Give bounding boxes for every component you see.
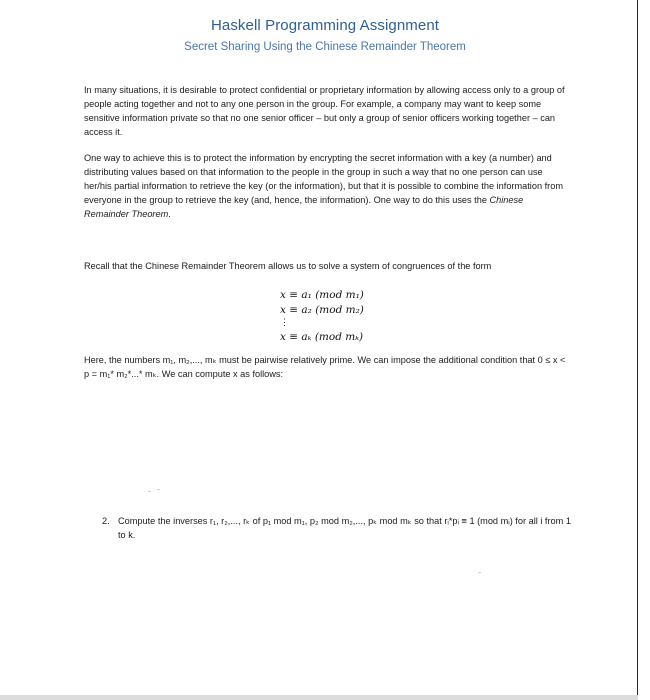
theorem-name: Chinese Remainder Theorem [84, 195, 524, 219]
page-right-border [637, 0, 638, 700]
step-2-text: Compute the inverses r₁, r₂,..., rₖ of p₁ mod m₁, p₂ mod m₂,..., pₖ mod mₖ so that rᵢ*pᵢ ≡ 1 (mod mᵢ) for all i from 1 to k. [118, 516, 571, 540]
method-text: One way to achieve this is to protect the information by encrypting the secret information with a key (a number) and distributing values based on that information to the people in the group in such a way that no one person can use her/his partial information to retrieve the key (or the information), but that it is possible to combine the information from everyone in the group to retrieve the key (and, hence, the information). One way to do this uses the [84, 153, 563, 205]
document-subtitle: Secret Sharing Using the Chinese Remainder Theorem [184, 41, 466, 53]
scan-artifact [157, 489, 160, 490]
page-bottom-edge [0, 695, 638, 700]
congruence-k: x ≡ aₖ (mod mₖ) [280, 331, 364, 343]
recall-paragraph: Recall that the Chinese Remainder Theorem allows us to solve a system of congruences of the form [84, 261, 492, 271]
method-paragraph [84, 151, 570, 221]
congruence-2: x ≡ a₂ (mod m₂) [280, 304, 364, 316]
congruence-ellipsis: ⋮ [280, 318, 289, 328]
document-title: Haskell Programming Assignment [210, 17, 440, 34]
condition-paragraph: Here, the numbers m₁, m₂,..., mₖ must be pairwise relatively prime. We can impose the additional condition that 0 ≤ x < p = m₁* m₂*...* mₖ. We can compute x as follows: [84, 355, 566, 379]
intro-paragraph: In many situations, it is desirable to protect confidential or proprietary information by allowing access only to a group of people acting together and not to any one person in the group. For example, a company may want to keep some sensitive information private so that no one senior officer – but only a group of senior officers working together – can access it. [84, 85, 565, 137]
scan-artifact [478, 572, 481, 573]
congruence-1: x ≡ a₁ (mod m₁) [280, 289, 364, 301]
scan-artifact [148, 491, 151, 492]
step-2-number: 2. [102, 516, 110, 526]
method-period: . [168, 209, 171, 219]
